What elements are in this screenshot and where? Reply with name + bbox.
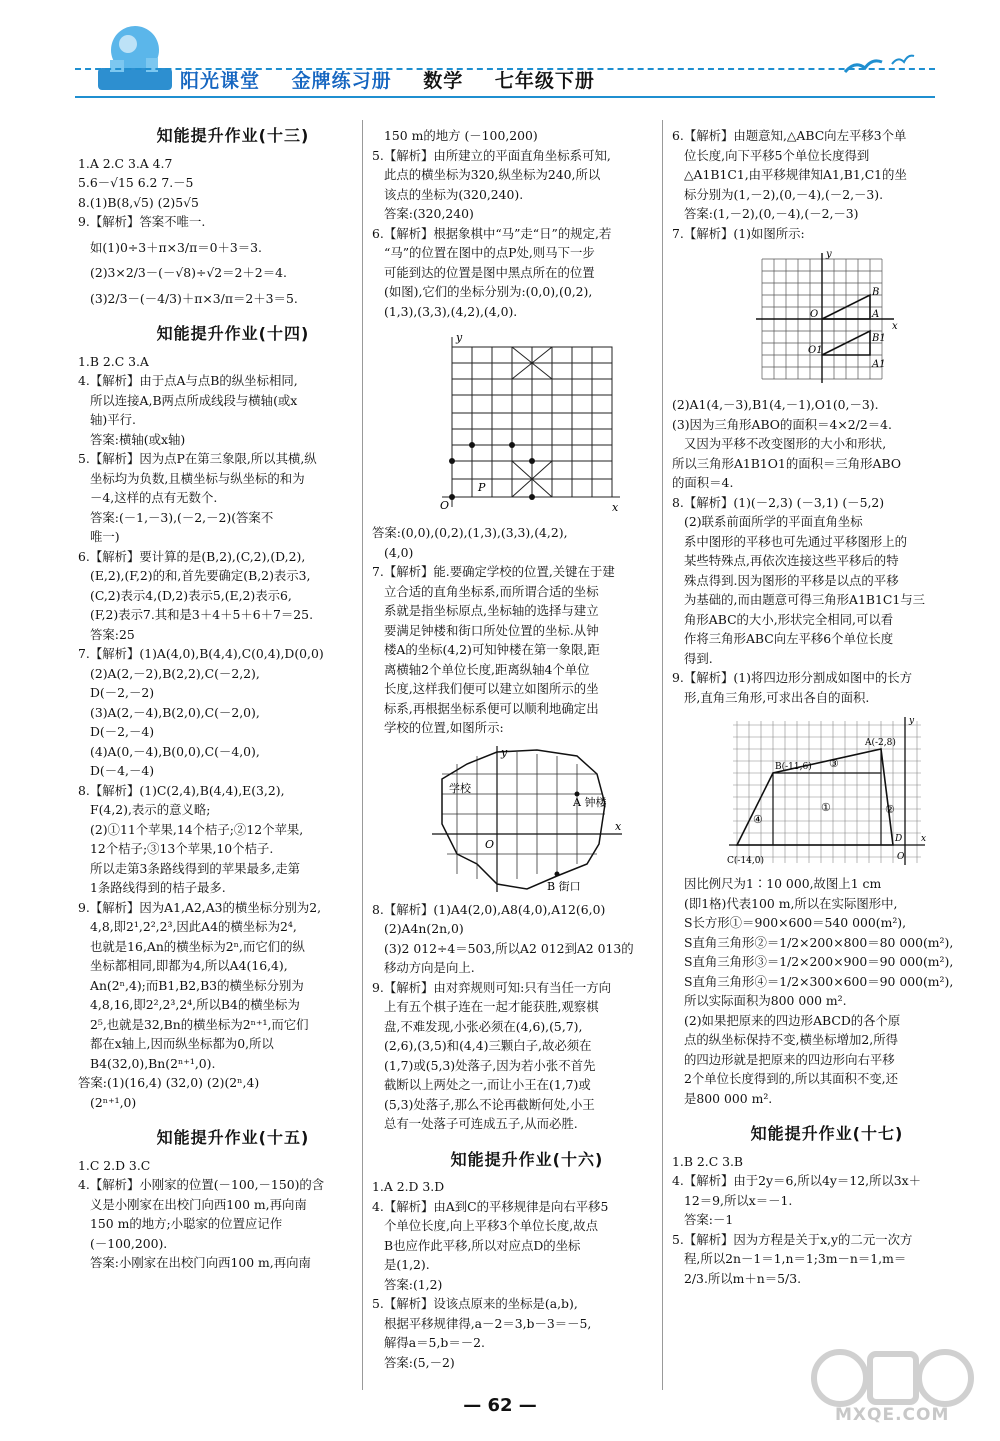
point-p-label: P xyxy=(478,481,486,494)
answer-line: (C,2)表示4,(D,2)表示5,(E,2)表示6, xyxy=(90,587,292,603)
answer-line: 殊点得到.因为图形的平移是以点的平移 xyxy=(684,572,899,588)
answer-line: 6.【解析】由题意知,△ABC向左平移3个单 xyxy=(672,128,907,143)
answer-line: 标系,再根据坐标系便可以顺利地确定出 xyxy=(384,700,599,716)
series-name: 阳光课堂 xyxy=(180,70,261,92)
answer-line: 某些特殊点,再依次连接这些平移后的特 xyxy=(684,553,899,568)
chess-board-figure xyxy=(432,327,622,517)
answer-line: 解得a＝5,b＝－2. xyxy=(384,1335,485,1350)
answer-line: 9.【解析】因为A1,A2,A3的横坐标分别为2, xyxy=(78,899,322,915)
quadrilateral-figure xyxy=(725,713,930,868)
answer-line: (4)A(0,－4),B(0,0),C(－4,0), xyxy=(90,743,260,759)
answer-line: 个单位长度,向上平移3个单位长度,故点 xyxy=(384,1218,599,1233)
answer-line: 2/3.所以m＋n＝5/3. xyxy=(684,1270,802,1286)
answer-line: 7.【解析】(1)A(4,0),B(4,4),C(0,4),D(0,0) xyxy=(78,646,324,661)
answer-line: 位长度,向下平移5个单位长度得到 xyxy=(684,147,870,163)
answer-line: 唯一) xyxy=(90,529,120,544)
answer-line: (1,7)或(5,3)处落子,因为若小张不首先 xyxy=(384,1057,596,1073)
answer-line: 因比例尺为1∶10 000,故图上1 cm xyxy=(684,876,882,891)
answer-line: (2,6),(3,5)和(4,4)三颗白子,故必须在 xyxy=(384,1038,592,1053)
origin1-label: O1 xyxy=(808,345,823,356)
answer-line: 标分别为(1,－2),(0,－4),(－2,－3). xyxy=(684,186,884,202)
answer-line: 4.【解析】由于点A与点B的纵坐标相同, xyxy=(78,373,298,388)
brand-name: 金牌练习册 xyxy=(291,70,392,92)
answer-line: 答案:(5,－2) xyxy=(384,1354,455,1370)
answer-line: F(4,2),表示的意义略; xyxy=(90,802,211,817)
answer-line: 程,所以2n－1＝1,n＝1;3m－n＝1,m＝ xyxy=(684,1251,907,1266)
answer-line: 6.【解析】根据象棋中“马”走“日”的规定,若 xyxy=(372,225,612,241)
section-title: 知能提升作业(十七) xyxy=(750,1124,904,1143)
answer-line: 盘,不难发现,小张必须在(4,6),(5,7), xyxy=(384,1018,583,1034)
answer-line: 7.【解析】(1)如图所示: xyxy=(672,225,805,241)
answer-line: 150 m的地方 (－100,200) xyxy=(384,128,538,143)
answer-line: 150 m的地方;小聪家的位置应记作 xyxy=(90,1216,283,1231)
region-1-label: ① xyxy=(820,801,831,814)
answer-line: (2)A1(4,－3),B1(4,－1),O1(0,－3). xyxy=(672,397,879,412)
answer-line: 8.【解析】(1)(－2,3) (－3,1) (－5,2) xyxy=(672,494,885,510)
answer-line: 义是小刚家在出校门向西100 m,再向南 xyxy=(90,1196,307,1212)
answer-line: 所以走第3条路线得到的苹果最多,走第 xyxy=(90,860,301,876)
column-right xyxy=(672,110,982,1288)
point-b-label: B xyxy=(872,287,880,298)
answer-line: S直角三角形③＝1/2×200×900＝90 000(m²), xyxy=(684,954,954,969)
answer-line: 8.【解析】(1)A4(2,0),A8(4,0),A12(6,0) xyxy=(372,901,606,917)
answer-line: 答案:横轴(或x轴) xyxy=(90,431,186,447)
answer-line: 轴)平行. xyxy=(90,412,136,427)
point-b1-label: B1 xyxy=(872,333,886,344)
answer-line: 1.B 2.C 3.A xyxy=(78,353,149,369)
answer-line: 1.B 2.C 3.B xyxy=(672,1153,744,1169)
answer-line: (F,2)表示7.其和是3＋4＋5＋6＋7＝25. xyxy=(90,607,314,622)
answer-line: (3)2/3－(－4/3)＋π×3/π＝2＋3＝5. xyxy=(90,290,298,306)
answer-line: (1,3),(3,3),(4,2),(4,0). xyxy=(384,303,518,319)
point-a-label: A xyxy=(872,309,880,320)
section-title: 知能提升作业(十三) xyxy=(156,126,310,145)
answer-line: 1.C 2.D 3.C xyxy=(78,1157,151,1173)
region-2-label: ② xyxy=(884,803,895,816)
answer-line: 长度,这样我们便可以建立如图所示的坐 xyxy=(384,681,599,696)
section-title: 知能提升作业(十五) xyxy=(156,1128,310,1147)
answer-line: 要满足钟楼和街口所处位置的坐标.从钟 xyxy=(384,622,599,638)
answer-line: 5.【解析】设该点原来的坐标是(a,b), xyxy=(372,1296,578,1311)
point-d-label: D xyxy=(894,834,902,844)
answer-line: 坐标均为负数,且横坐标与纵坐标的和为 xyxy=(90,470,305,486)
region-4-label: ④ xyxy=(752,813,763,826)
answer-line: (2)A(2,－2),B(2,2),C(－2,2), xyxy=(90,665,260,681)
answer-line: S直角三角形④＝1/2×300×600＝90 000(m²), xyxy=(684,973,954,989)
answer-line: 截断以上两处之一,而让小王在(1,7)或 xyxy=(384,1077,591,1092)
page-number: — 62 — xyxy=(463,1395,537,1416)
answer-line: 角形ABC的大小,形状完全相同,可以看 xyxy=(684,611,894,627)
answer-line: 答案:(320,240) xyxy=(384,206,474,221)
answer-line: 作将三角形ABC向左平移6个单位长度 xyxy=(684,631,894,646)
answer-line: S长方形①＝900×600＝540 000(m²), xyxy=(684,915,907,930)
answer-line: 6.【解析】要计算的是(B,2),(C,2),(D,2), xyxy=(78,548,306,564)
translation-grid-figure xyxy=(752,249,902,389)
answer-line: 都在x轴上,因而纵坐标都为0,所以 xyxy=(90,1036,274,1051)
answer-line: (E,2),(F,2)的和,首先要确定(B,2)表示3, xyxy=(90,568,311,583)
point-b-label: B(-11,6) xyxy=(774,762,812,772)
origin-label: O xyxy=(810,309,819,320)
answer-line: (2)如果把原来的四边形ABCD的各个原 xyxy=(684,1012,901,1028)
answer-line: 1.A 2.D 3.D xyxy=(372,1179,445,1194)
answer-line: 的四边形就是把原来的四边形向右平移 xyxy=(684,1051,895,1067)
answer-line: 4,8,即2¹,2²,2³,因此A4的横坐标为2⁴, xyxy=(90,919,297,934)
answer-line: 4,8,16,即2²,2³,2⁴,所以B4的横坐标为 xyxy=(90,997,300,1012)
page-header xyxy=(0,0,1000,110)
answer-line: (3)A(2,－4),B(2,0),C(－2,0), xyxy=(90,704,260,720)
answer-line: 总有一处落子可连成五子,从而必胜. xyxy=(384,1116,578,1131)
answer-line: 4.【解析】由A到C的平移规律是向右平移5 xyxy=(372,1198,609,1214)
answer-line: 系中图形的平移也可先通过平移图形上的 xyxy=(684,533,908,549)
answer-line: 7.【解析】能.要确定学校的位置,关键在于建 xyxy=(372,564,615,579)
answer-line: 的面积＝4. xyxy=(672,475,734,490)
answer-line: 答案:(1,－2),(0,－4),(－2,－3) xyxy=(684,206,859,221)
answer-line: 5.6－√15 6.2 7.－5 xyxy=(78,175,194,190)
answer-line: 4.【解析】由于2y＝6,所以4y＝12,所以3x＋ xyxy=(672,1173,922,1188)
answer-line: (即1格)代表100 m,所以在实际图形中, xyxy=(684,895,898,911)
birds-icon xyxy=(840,50,920,80)
answer-line: 此点的横坐标为320,纵坐标为240,所以 xyxy=(384,167,601,182)
point-a-label: A(-2,8) xyxy=(864,738,896,748)
watermark-text: MXQE.COM xyxy=(835,1405,950,1425)
answer-line: 9.【解析】答案不唯一. xyxy=(78,214,206,229)
answer-line: (4,0) xyxy=(384,544,414,560)
answer-line: (2)联系前面所学的平面直角坐标 xyxy=(684,514,863,529)
answer-line: 可能到达的位置是图中黑点所在的位置 xyxy=(384,264,595,280)
axis-label-x: x xyxy=(615,819,622,833)
section-title: 知能提升作业(十四) xyxy=(156,324,310,343)
answer-line: (－100,200). xyxy=(90,1235,168,1251)
answer-line: 4.【解析】小刚家的位置(－100,－150)的含 xyxy=(78,1177,325,1192)
answer-line: 答案:(0,0),(0,2),(1,3),(3,3),(4,2), xyxy=(372,525,568,540)
answer-line: 上有五个棋子连在一起才能获胜,观察棋 xyxy=(384,999,599,1014)
answer-line: 得到. xyxy=(684,650,713,666)
axis-label-x: x xyxy=(892,321,898,332)
answer-line: An(2ⁿ,4);而B1,B2,B3的横坐标分别为 xyxy=(90,977,304,993)
answer-line: －4,这样的点有无数个. xyxy=(90,490,218,505)
answer-line: 12＝9,所以x＝－1. xyxy=(684,1192,793,1208)
axis-label-x: x xyxy=(920,834,926,844)
answer-line: (2)①11个苹果,14个桔子;②12个苹果, xyxy=(90,821,304,837)
answer-line: (3)因为三角形ABO的面积＝4×2/2＝4. xyxy=(672,416,892,432)
answer-line: 是(1,2). xyxy=(384,1257,430,1272)
answer-line: “马”的位置在图中的点P处,则马下一步 xyxy=(384,245,595,260)
answer-line: 2个单位长度得到的,所以其面积不变,还 xyxy=(684,1071,899,1086)
answer-line: 为基础的,而由题意可得三角形A1B1C1与三 xyxy=(684,592,925,607)
answer-line: 如(1)0÷3＋π×3/π＝0＋3＝3. xyxy=(90,239,262,255)
answer-line: 8.【解析】(1)C(2,4),B(4,4),E(3,2), xyxy=(78,782,285,798)
answer-line: 1条路线得到的桔子最多. xyxy=(90,880,226,895)
answer-line: 答案:(1,2) xyxy=(384,1276,443,1292)
answer-line: 2⁵,也就是32,Bn的横坐标为2ⁿ⁺¹,而它们 xyxy=(90,1016,309,1032)
answer-line: 点的纵坐标保持不变,横坐标增加2,所得 xyxy=(684,1032,899,1047)
subject-name: 数学 xyxy=(423,70,464,92)
answer-line: 该点的坐标为(320,240). xyxy=(384,186,524,202)
axis-label-y: y xyxy=(908,716,914,726)
answer-line: (2)A4n(2n,0) xyxy=(384,921,464,936)
answer-line: 学校的位置,如图所示: xyxy=(384,720,504,735)
region-3-label: ③ xyxy=(828,757,839,770)
answer-line: D(－4,－4) xyxy=(90,763,155,778)
answer-line: 立合适的直角坐标系,而所谓合适的坐标 xyxy=(384,583,599,599)
axis-label-y: y xyxy=(456,331,463,344)
origin-label: O xyxy=(440,499,450,512)
axis-label-y: y xyxy=(826,249,832,260)
answer-line: (5,3)处落子,那么不论再截断何处,小王 xyxy=(384,1096,595,1112)
answer-line: (2)3×2/3－(－√8)÷√2＝2＋2＝4. xyxy=(90,265,287,280)
answer-line: 答案:－1 xyxy=(684,1212,734,1227)
tower-label: A 钟楼 xyxy=(573,795,607,809)
answer-line: 又因为平移不改变图形的大小和形状, xyxy=(684,436,887,451)
answer-line: 9.【解析】由对弈规则可知:只有当任一方向 xyxy=(372,979,612,995)
answer-line: (2ⁿ⁺¹,0) xyxy=(90,1094,137,1110)
answer-line: B4(32,0),Bn(2ⁿ⁺¹,0). xyxy=(90,1055,216,1071)
answer-line: D(－2,－2) xyxy=(90,685,155,700)
column-left xyxy=(78,110,388,1273)
answer-line: 答案:小刚家在出校门向西100 m,再向南 xyxy=(90,1255,311,1270)
street-label: B 街口 xyxy=(547,879,581,893)
school-map-figure xyxy=(427,744,627,894)
answer-line: 1.A 2.C 3.A 4.7 xyxy=(78,155,173,171)
answer-line: 8.(1)B(8,√5) (2)5√5 xyxy=(78,194,199,210)
answer-line: 系就是指坐标原点,坐标轴的选择与建立 xyxy=(384,603,599,618)
answer-line: 5.【解析】因为方程是关于x,y的二元一次方 xyxy=(672,1231,913,1247)
answer-line: 楼A的坐标(4,2)可知钟楼在第一象限,距 xyxy=(384,642,600,657)
answer-line: (3)2 012÷4＝503,所以A2 012到A2 013的 xyxy=(384,940,634,956)
origin-label: O xyxy=(485,837,495,851)
answer-line: D(－2,－4) xyxy=(90,724,155,739)
answer-line: 5.【解析】由所建立的平面直角坐标系可知, xyxy=(372,147,611,163)
answer-line: 形,直角三角形,可求出各自的面积. xyxy=(684,689,870,705)
header-title xyxy=(180,66,619,93)
answer-line: 离横轴2个单位长度,距离纵轴4个单位 xyxy=(384,661,590,677)
answer-line: S直角三角形②＝1/2×200×800＝80 000(m²), xyxy=(684,934,954,950)
answer-line: 答案:(1)(16,4) (32,0) (2)(2ⁿ,4) xyxy=(78,1075,260,1090)
answer-line: 答案:(－1,－3),(－2,－2)(答案不 xyxy=(90,509,274,525)
answer-line: 9.【解析】(1)将四边形分割成如图中的长方 xyxy=(672,670,913,685)
origin-label: O xyxy=(896,852,904,862)
answer-line: 也就是16,An的横坐标为2ⁿ,而它们的纵 xyxy=(90,938,305,954)
point-c-label: C(-14,0) xyxy=(726,856,764,866)
answer-line: 所以三角形A1B1O1的面积＝三角形ABO xyxy=(672,455,901,471)
grade-name: 七年级下册 xyxy=(494,70,595,92)
axis-label-x: x xyxy=(612,501,619,514)
answer-line: 坐标都相同,即都为4,所以A4(16,4), xyxy=(90,958,288,973)
answer-line: 是800 000 m². xyxy=(684,1090,773,1106)
answer-line: 5.【解析】因为点P在第三象限,所以其横,纵 xyxy=(78,451,317,466)
answer-line: 12个桔子;③13个苹果,10个桔子. xyxy=(90,841,274,856)
school-label: 学校 xyxy=(449,781,471,795)
section-title: 知能提升作业(十六) xyxy=(450,1149,604,1169)
answer-line: 答案:25 xyxy=(90,626,135,642)
answer-line: 根据平移规律得,a－2＝3,b－3＝－5, xyxy=(384,1315,592,1331)
answer-line: 移动方向是向上. xyxy=(384,960,475,975)
answer-line: (如图),它们的坐标分别为:(0,0),(0,2), xyxy=(384,284,593,299)
answer-line: B也应作此平移,所以对应点D的坐标 xyxy=(384,1237,581,1253)
answer-line: 所以连接A,B两点所成线段与横轴(或x xyxy=(90,392,298,408)
column-middle xyxy=(372,110,682,1372)
point-a1-label: A1 xyxy=(872,359,886,370)
answer-line: 所以实际面积为800 000 m². xyxy=(684,993,847,1008)
answer-line: △A1B1C1,由平移规律知A1,B1,C1的坐 xyxy=(684,167,907,182)
axis-label-y: y xyxy=(501,745,508,759)
